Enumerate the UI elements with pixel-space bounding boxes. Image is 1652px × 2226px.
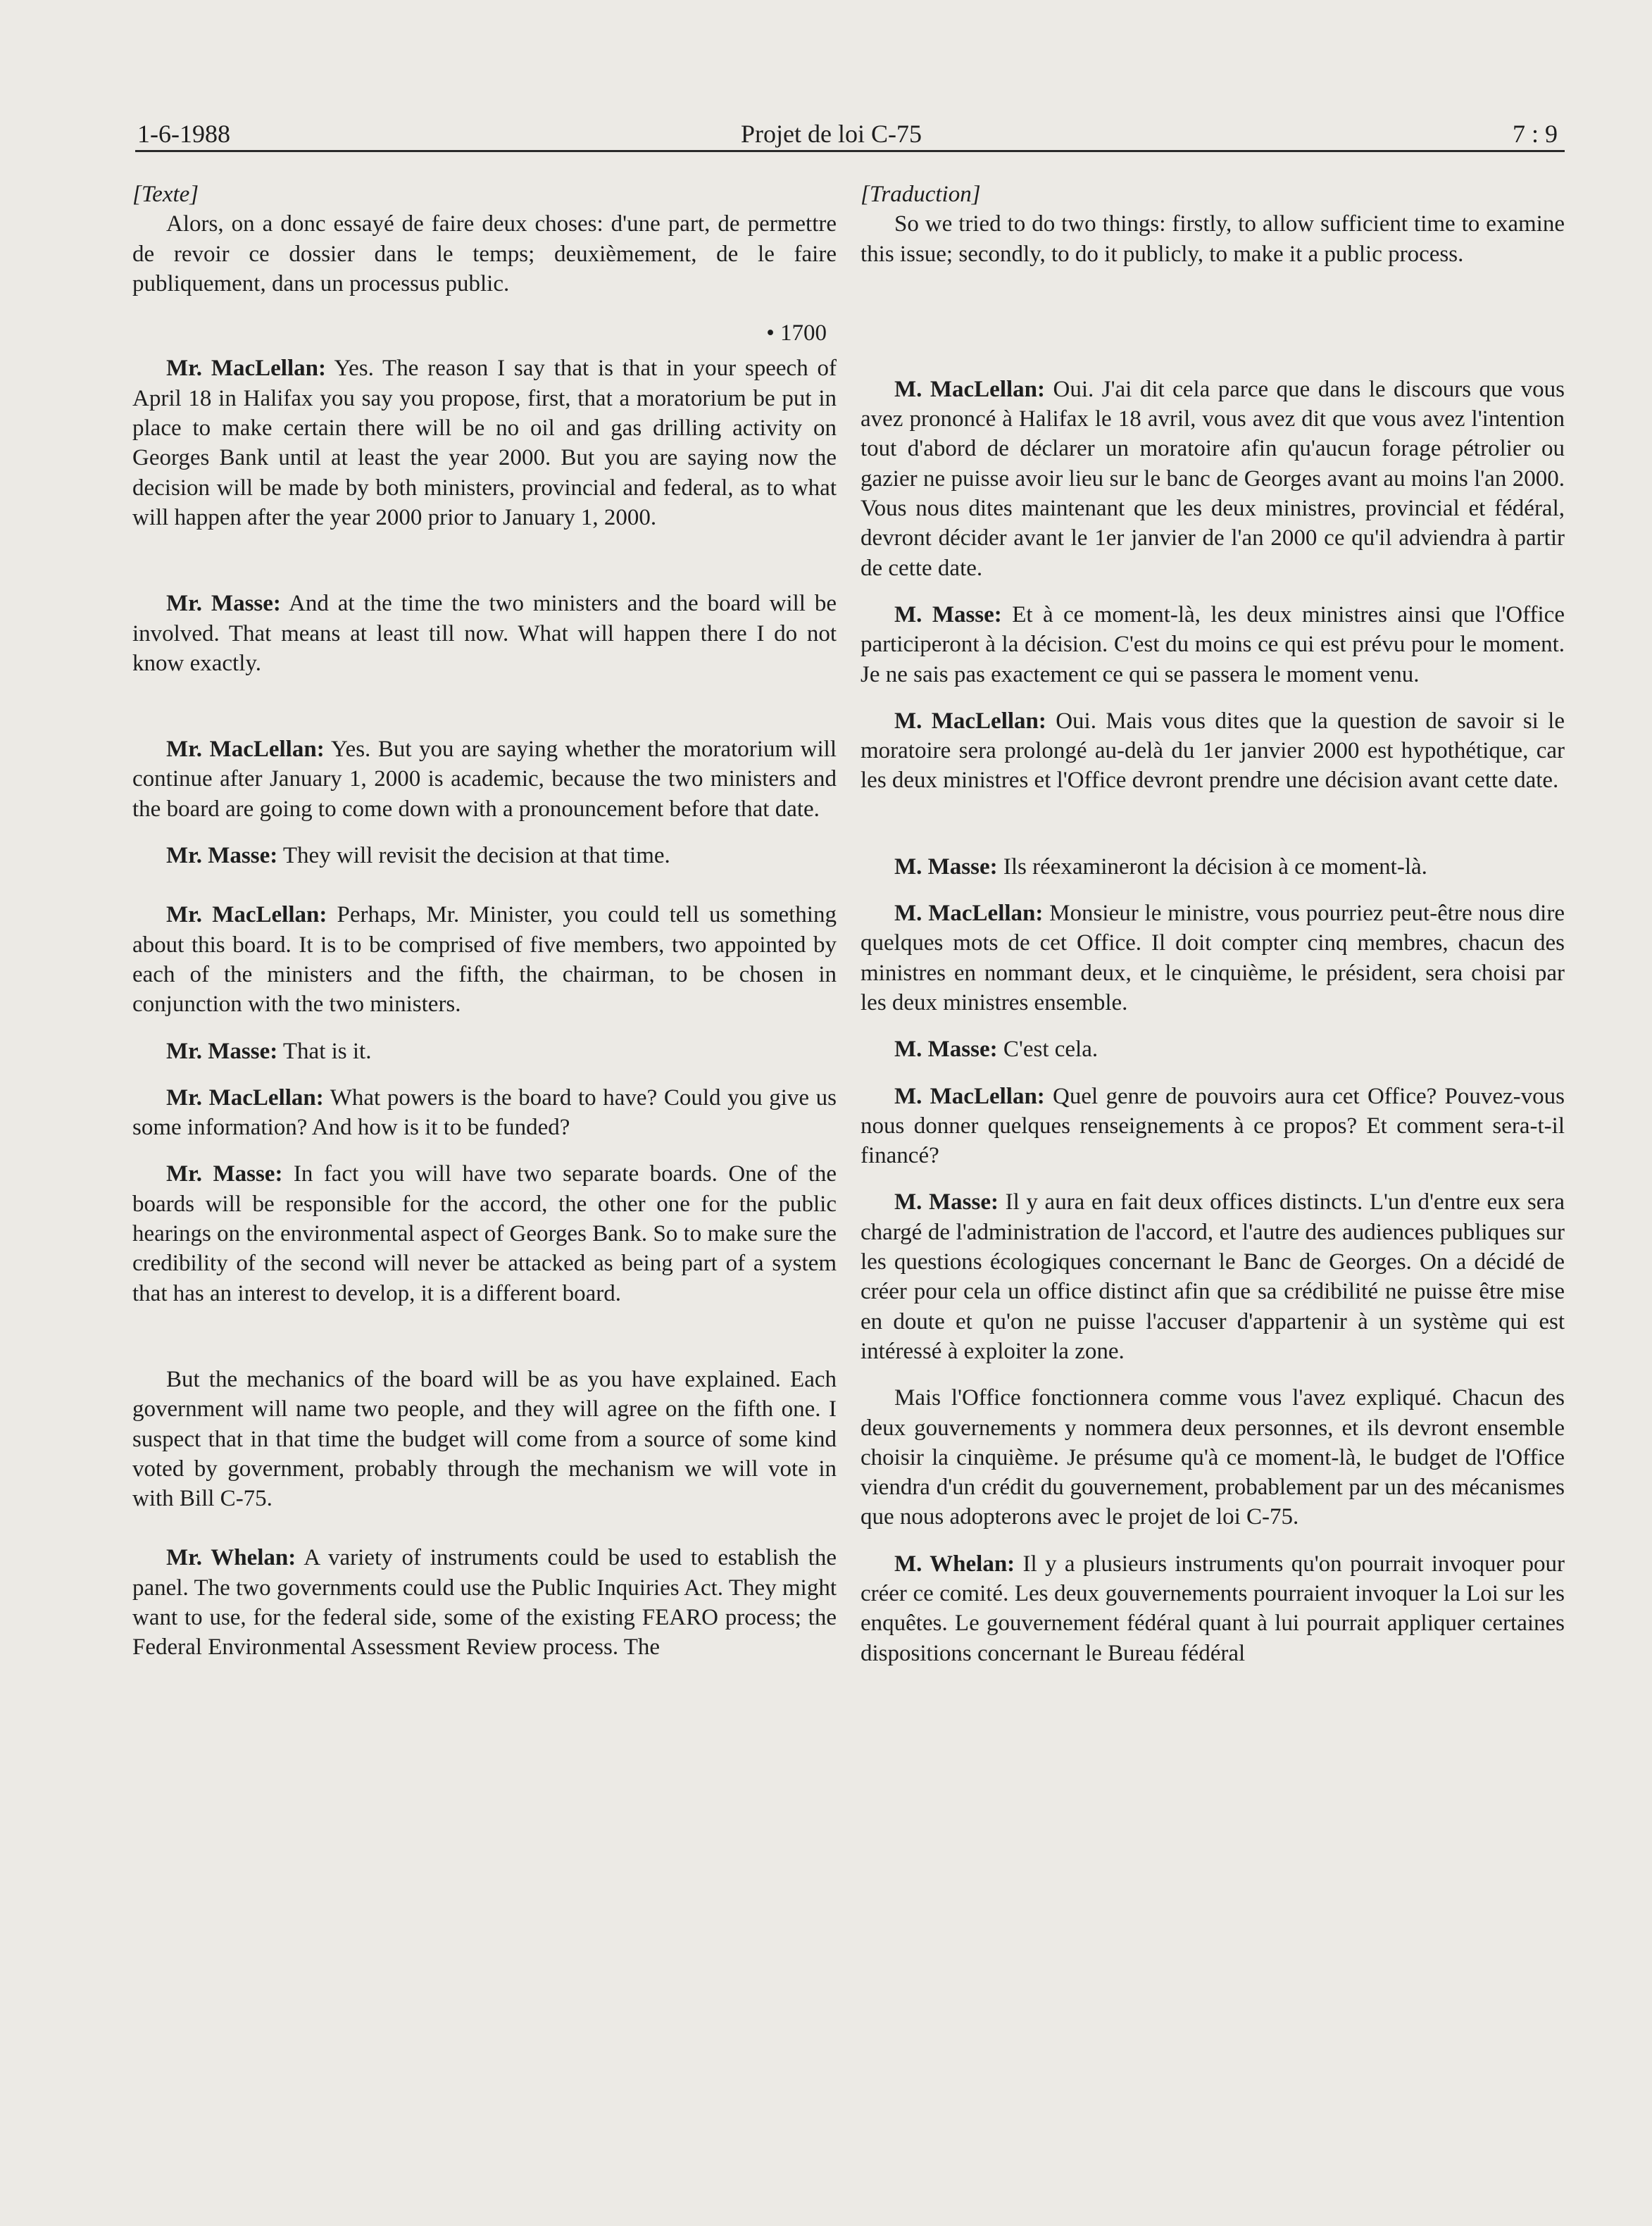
french-column: [861, 180, 1565, 1668]
speaker-name: M. MacLellan:: [894, 1083, 1045, 1109]
speaker-turn: [132, 900, 837, 1019]
speaker-name: Mr. Masse:: [166, 591, 281, 617]
speech-text: Il y a plusieurs instruments qu'on pourrait invoquer pour créer ce comité. Les deux gouvernements pourraient invoquer la Loi sur les enquêtes. Le gouvernement fédéral quant à lui pourrait appliquer certaines dispositions concernant le Bureau fédéral: [861, 1551, 1565, 1666]
speech-text: Oui. Mais vous dites que la question de savoir si le moratoire sera prolongé au-delà du 1er janvier 2000 est hypothétique, car les deux ministres et l'Office devront prendre une décision avant cette date.: [861, 708, 1565, 794]
speaker-name: M. Masse:: [894, 601, 1002, 627]
speaker-turn: [132, 1159, 837, 1308]
speaker-turn: [861, 1082, 1565, 1171]
speech-text: Perhaps, Mr. Minister, you could tell us something about this board. It is to be comprised of five members, two appointed by each of the ministers and the fifth, the chairman, to be chosen in conjunction with the two ministers.: [132, 902, 837, 1018]
speech-paragraph: But the mechanics of the board will be as you have explained. Each government will name two people, and they will agree on the fifth one. I suspect that in that time the budget will come from a source of some kind voted by government, probably through the mechanism we will vote in with Bill C-75.: [132, 1366, 837, 1512]
intro-paragraph: So we tried to do two things: firstly, to allow sufficient time to examine this issue; secondly, to do it publicly, to make it a public process.: [861, 211, 1565, 267]
speech-text: Oui. J'ai dit cela parce que dans le discours que vous avez prononcé à Halifax le 18 avril, vous avez dit que vous avez l'intention tout d'abord de déclarer un moratoire afin qu'aucun forage pétrolier ou gazier ne puisse avoir lieu sur le banc de Georges avant au moins l'an 2000. Vous nous dites maintenant que les deux ministres, provincial et fédéral, devront décider avant le 1er janvier de l'an 2000 ce qu'il adviendra à partir de cette date.: [861, 376, 1565, 581]
speaker-name: Mr. MacLellan:: [166, 737, 325, 763]
column-label: [Traduction]: [861, 182, 981, 207]
speaker-name: Mr. Masse:: [166, 1038, 278, 1064]
speaker-turn: [861, 706, 1565, 796]
speech-text: Quel genre de pouvoirs aura cet Office? Pouvez-vous nous donner quelques renseignements à ce propos? Et comment sera-t-il financé?: [861, 1083, 1565, 1169]
speech-text: That is it.: [277, 1038, 372, 1064]
time-marker: • 1700: [766, 320, 827, 346]
header-date: 1-6-1988: [137, 120, 230, 148]
speaker-turn: [132, 589, 837, 678]
speaker-name: M. Masse:: [894, 853, 998, 880]
speech-text: A variety of instruments could be used to establish the panel. The two governments could use the Public Inquiries Act. They might want to use, for the federal side, some of the existing FEARO process; the Federal Environmental Assessment Review process. The: [132, 1545, 837, 1661]
speech-text: In fact you will have two separate boards. One of the boards will be responsible for the accord, the other one for the public hearings on the environmental aspect of Georges Bank. So to make sure the credibility of the second will never be attacked as being part of a system that has an interest to develop, it is a different board.: [132, 1161, 837, 1306]
english-column: [132, 180, 837, 1663]
speaker-name: M. Masse:: [894, 1189, 999, 1215]
header-rule: [135, 150, 1565, 152]
speaker-name: Mr. MacLellan:: [166, 902, 327, 928]
speech-paragraph: Mais l'Office fonctionnera comme vous l'avez expliqué. Chacun des deux gouvernements y nommera deux personnes, et ils devront ensemble choisir la cinquième. Je présume qu'à ce moment-là, le budget de l'Office viendra d'un crédit du gouvernement, probablement par un des mécanismes que nous adopterons avec le projet de loi C-75.: [861, 1385, 1565, 1530]
speaker-name: Mr. Whelan:: [166, 1545, 296, 1571]
speaker-turn: [861, 899, 1565, 1018]
speaker-name: Mr. Masse:: [166, 1161, 283, 1187]
speaker-name: M. Whelan:: [894, 1551, 1015, 1577]
speech-text: Monsieur le ministre, vous pourriez peut-être nous dire quelques mots de cet Office. Il doit compter cinq membres, chacun des ministres en nommant deux, et le cinquième, le président, sera choisi par les deux ministres ensemble.: [861, 901, 1565, 1015]
speaker-turn: [861, 600, 1565, 689]
speaker-turn: [861, 1187, 1565, 1366]
speaker-turn: [132, 841, 837, 870]
speaker-name: Mr. Masse:: [166, 843, 278, 869]
header-page-number: 7 : 9: [1513, 120, 1558, 148]
speaker-name: Mr. MacLellan:: [166, 1084, 324, 1111]
speech-text: C'est cela.: [997, 1037, 1099, 1063]
speech-text: Et à ce moment-là, les deux ministres ainsi que l'Office participeront à la décision. C'est du moins ce qui est prévu pour le moment. Je ne sais pas exactement ce qui se passera le moment venu.: [861, 601, 1565, 687]
speech-text: Ils réexamineront la décision à ce moment-là.: [997, 853, 1427, 880]
speech-text: Yes. But you are saying whether the moratorium will continue after January 1, 2000 is academic, because the two ministers and the board are going to come down with a pronouncement before that date.: [132, 737, 837, 822]
speech-text: Il y aura en fait deux offices distincts. L'un d'entre eux sera chargé de l'administration de l'accord, et l'autre des audiences publiques sur les questions écologiques concernant le Banc de Georges. On a décidé de créer pour cela un office distinct afin que sa crédibilité ne puisse être mise en doute et qu'on ne puisse l'accuser d'appartenir à un système qui est intéressé à exploiter la zone.: [861, 1189, 1565, 1364]
speaker-name: M. MacLellan:: [894, 376, 1046, 402]
speaker-turn: [132, 1037, 837, 1066]
speaker-name: M. MacLellan:: [894, 901, 1044, 927]
column-label: [Texte]: [132, 182, 199, 207]
speaker-name: M. MacLellan:: [894, 708, 1046, 734]
speech-text: What powers is the board to have? Could you give us some information? And how is it to be funded?: [132, 1084, 837, 1141]
speaker-turn: [132, 734, 837, 824]
speaker-turn: [861, 852, 1565, 882]
speaker-turn: [861, 1034, 1565, 1064]
speaker-turn: [861, 375, 1565, 583]
speaker-turn: [132, 354, 837, 532]
speech-text: And at the time the two ministers and the board will be involved. That means at least till now. What will happen there I do not know exactly.: [132, 591, 837, 676]
speaker-turn: [132, 1083, 837, 1143]
speech-text: Yes. The reason I say that is that in your speech of April 18 in Halifax you say you propose, first, that a moratorium be put in place to make certain there will be no oil and gas drilling activity on Georges Bank until at least the year 2000. But you are saying now the decision will be made by both ministers, provincial and federal, as to what will happen after the year 2000 prior to January 1, 2000.: [132, 356, 837, 530]
speaker-name: M. Masse:: [894, 1037, 998, 1063]
speaker-name: Mr. MacLellan:: [166, 356, 326, 382]
header-title: Projet de loi C-75: [741, 120, 922, 148]
intro-paragraph: Alors, on a donc essayé de faire deux choses: d'une part, de permettre de revoir ce dossier dans le temps; deuxièmement, de le faire publiquement, dans un processus public.: [132, 211, 837, 296]
speaker-turn: [861, 1549, 1565, 1668]
speech-text: They will revisit the decision at that time.: [277, 843, 670, 869]
speaker-turn: [132, 1543, 837, 1662]
